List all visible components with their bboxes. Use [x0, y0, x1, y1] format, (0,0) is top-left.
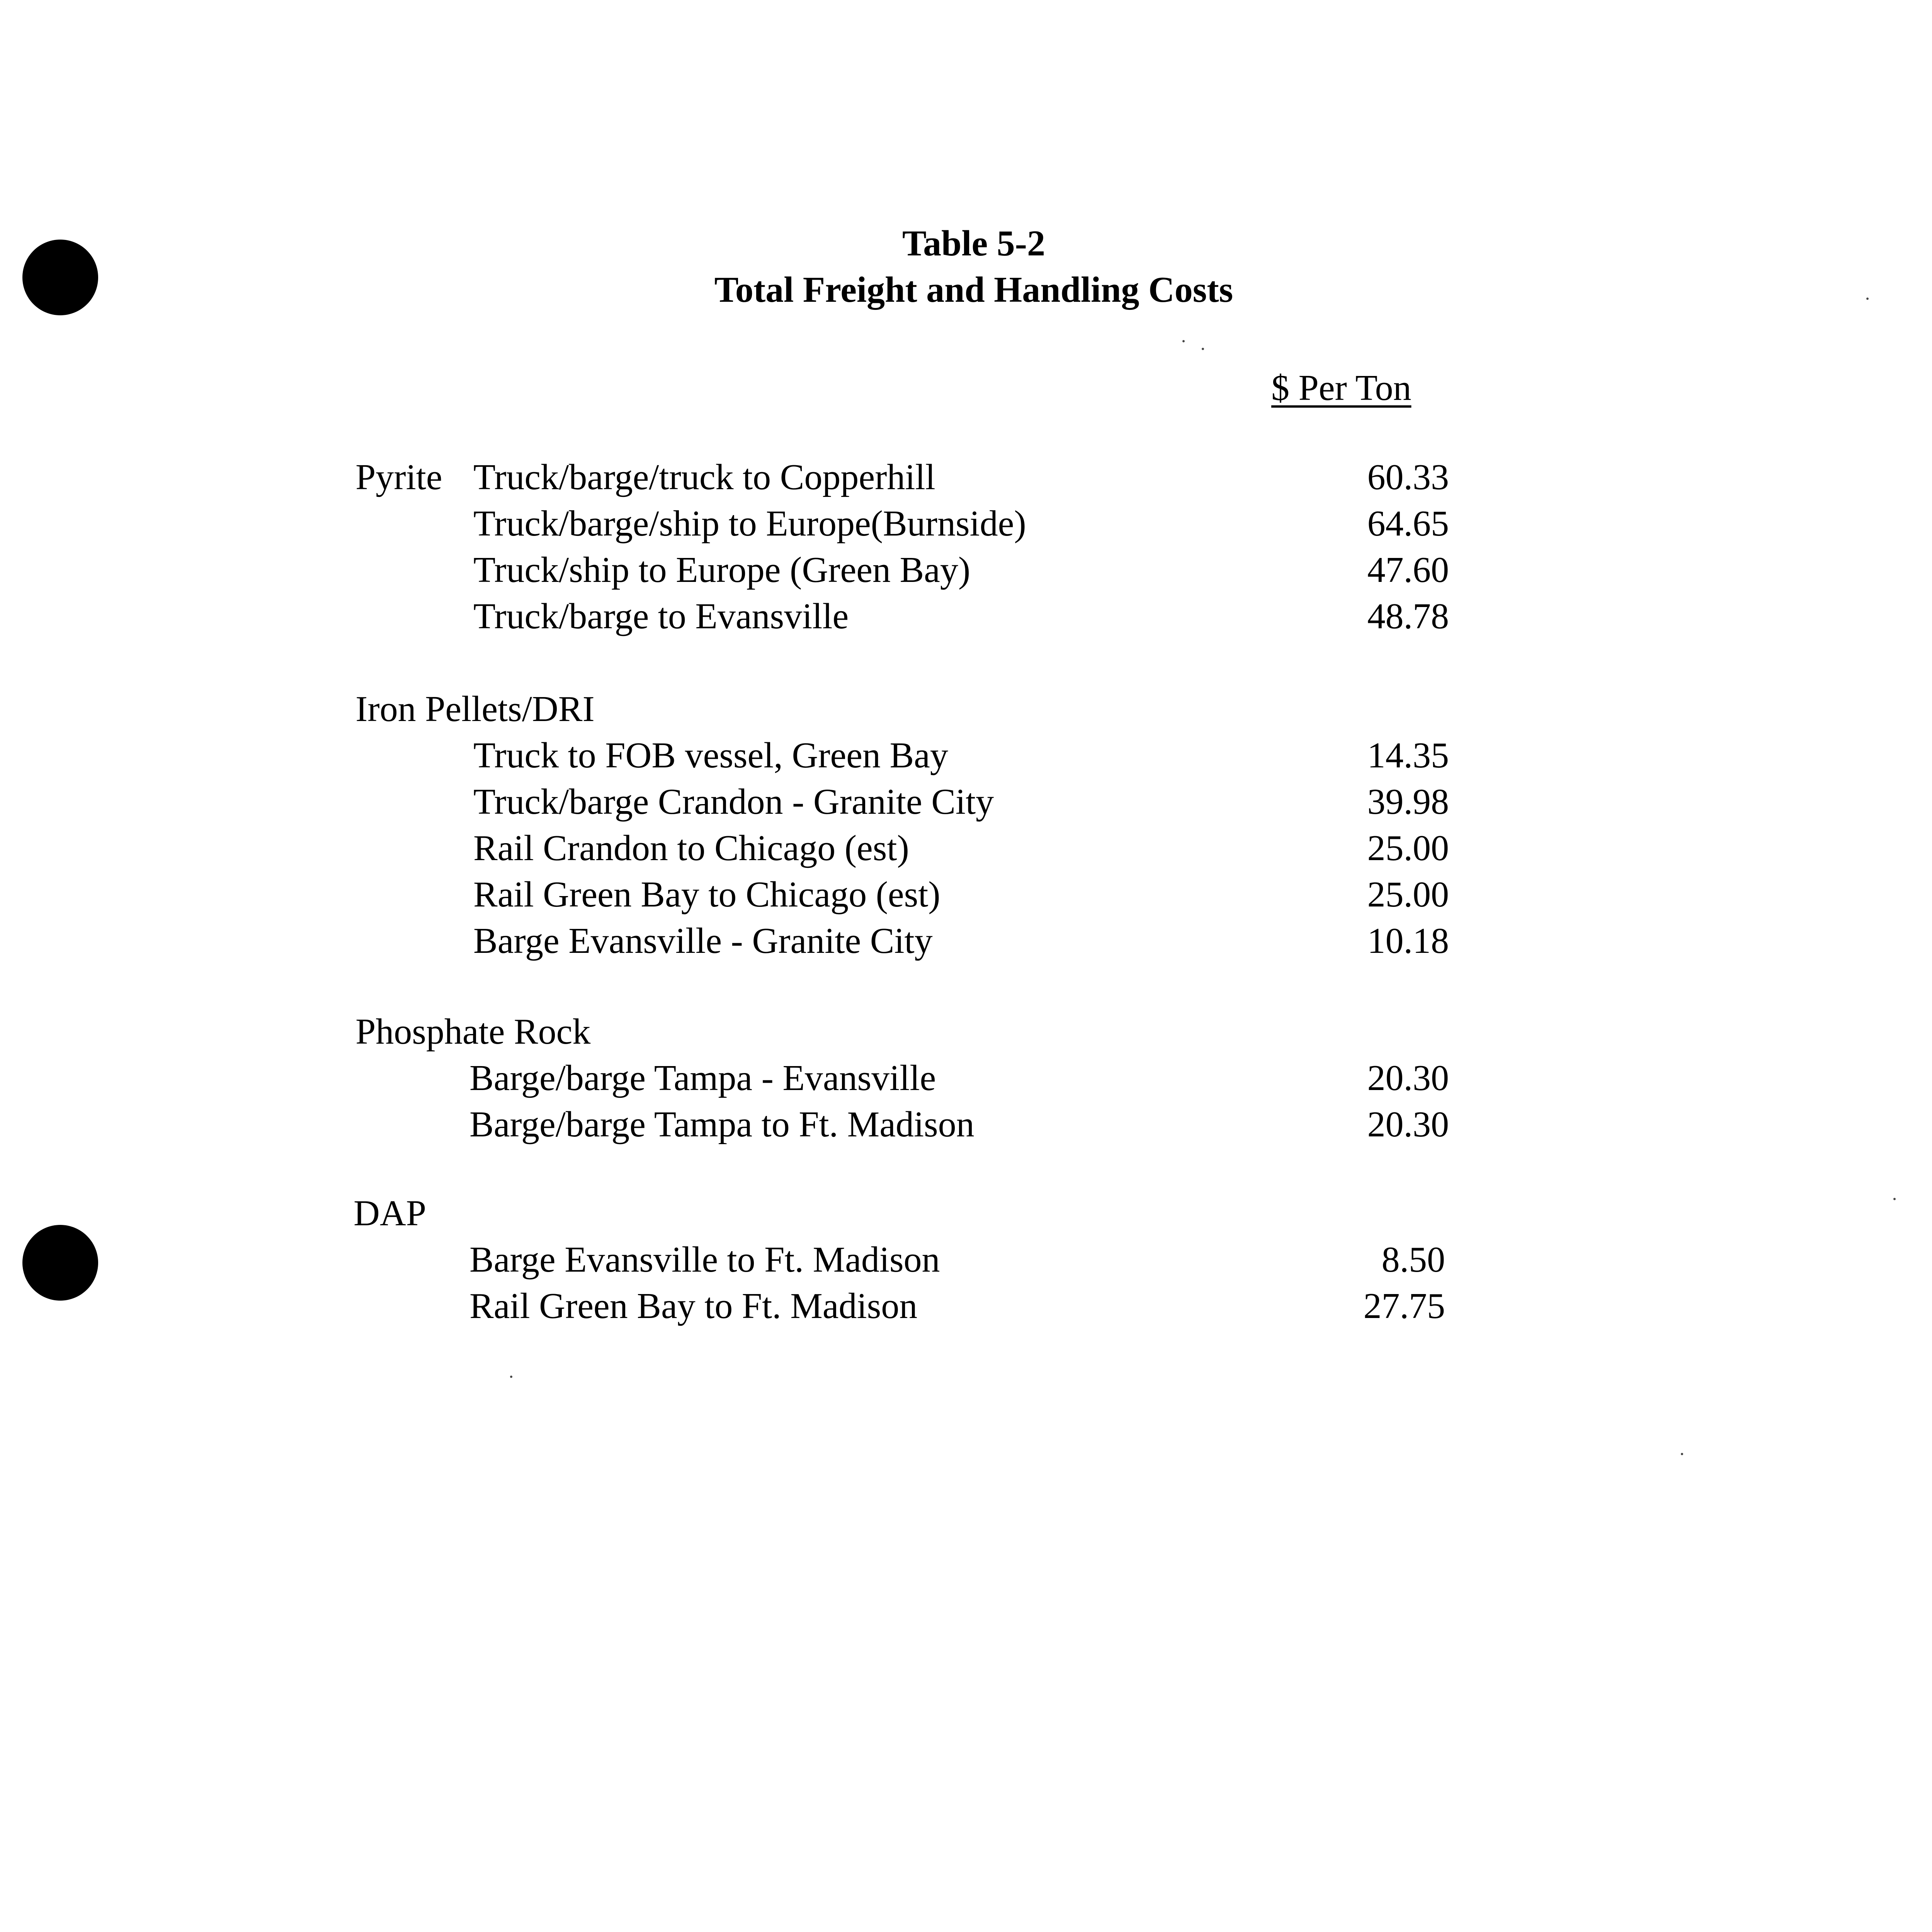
table-row [473, 593, 1748, 639]
route-label: Truck/barge/ship to Europe(Burnside) [473, 503, 1026, 544]
cost-value: 20.30 [1367, 1058, 1449, 1098]
cost-value: 64.65 [1367, 503, 1449, 544]
table-row [469, 1236, 1745, 1283]
scan-speck [510, 1376, 512, 1378]
route-label: Truck/ship to Europe (Green Bay) [473, 550, 971, 590]
cost-value: 25.00 [1367, 828, 1449, 868]
cost-value: 39.98 [1367, 782, 1449, 822]
cost-value: 25.00 [1367, 874, 1449, 915]
scan-speck [1681, 1453, 1683, 1455]
table-row [473, 500, 1748, 547]
cost-value: 14.35 [1367, 735, 1449, 776]
scan-speck [1202, 348, 1204, 350]
group-label: Iron Pellets/DRI [355, 689, 595, 729]
group-row-phosphate-rock [355, 1009, 1747, 1055]
table-row [469, 1283, 1745, 1329]
table-row [473, 547, 1748, 593]
table-row [473, 779, 1748, 825]
table-row [469, 1101, 1745, 1148]
scan-speck [1182, 340, 1185, 342]
route-label: Truck/barge Crandon - Granite City [473, 782, 994, 822]
group-label: Phosphate Rock [355, 1012, 591, 1052]
cost-value: 27.75 [1363, 1286, 1445, 1326]
route-label: Barge Evansville - Granite City [473, 921, 933, 961]
route-label: Truck/barge/truck to Copperhill [473, 457, 935, 497]
table-row [473, 825, 1748, 871]
group-label: Pyrite [355, 457, 442, 497]
route-label: Barge/barge Tampa to Ft. Madison [469, 1104, 975, 1145]
column-header-per-ton: $ Per Ton [1271, 368, 1412, 408]
punch-hole-middle [22, 1225, 98, 1301]
cost-value: 47.60 [1367, 550, 1449, 590]
table-title: Table 5-2 [902, 223, 1045, 264]
table-row [473, 454, 1748, 500]
route-label: Truck to FOB vessel, Green Bay [473, 735, 948, 776]
scan-speck [1893, 1198, 1896, 1200]
table-title-block [0, 220, 1932, 313]
table-row [473, 732, 1748, 779]
cost-value: 48.78 [1367, 596, 1449, 636]
cost-value: 10.18 [1367, 921, 1449, 961]
route-label: Rail Green Bay to Chicago (est) [473, 874, 940, 915]
route-label: Truck/barge to Evansville [473, 596, 849, 636]
table-subtitle: Total Freight and Handling Costs [714, 270, 1233, 310]
route-label: Rail Crandon to Chicago (est) [473, 828, 909, 868]
cost-value: 8.50 [1381, 1240, 1445, 1280]
table-row [473, 871, 1748, 918]
route-label: Barge/barge Tampa - Evansville [469, 1058, 936, 1098]
group-label: DAP [354, 1193, 427, 1233]
group-row-iron-pellets [355, 686, 1747, 732]
cost-value: 60.33 [1367, 457, 1449, 497]
route-label: Barge Evansville to Ft. Madison [469, 1240, 940, 1280]
route-label: Rail Green Bay to Ft. Madison [469, 1286, 918, 1326]
cost-value: 20.30 [1367, 1104, 1449, 1145]
table-row [469, 1055, 1745, 1101]
group-row-dap [354, 1190, 1745, 1236]
table-row [473, 918, 1748, 964]
